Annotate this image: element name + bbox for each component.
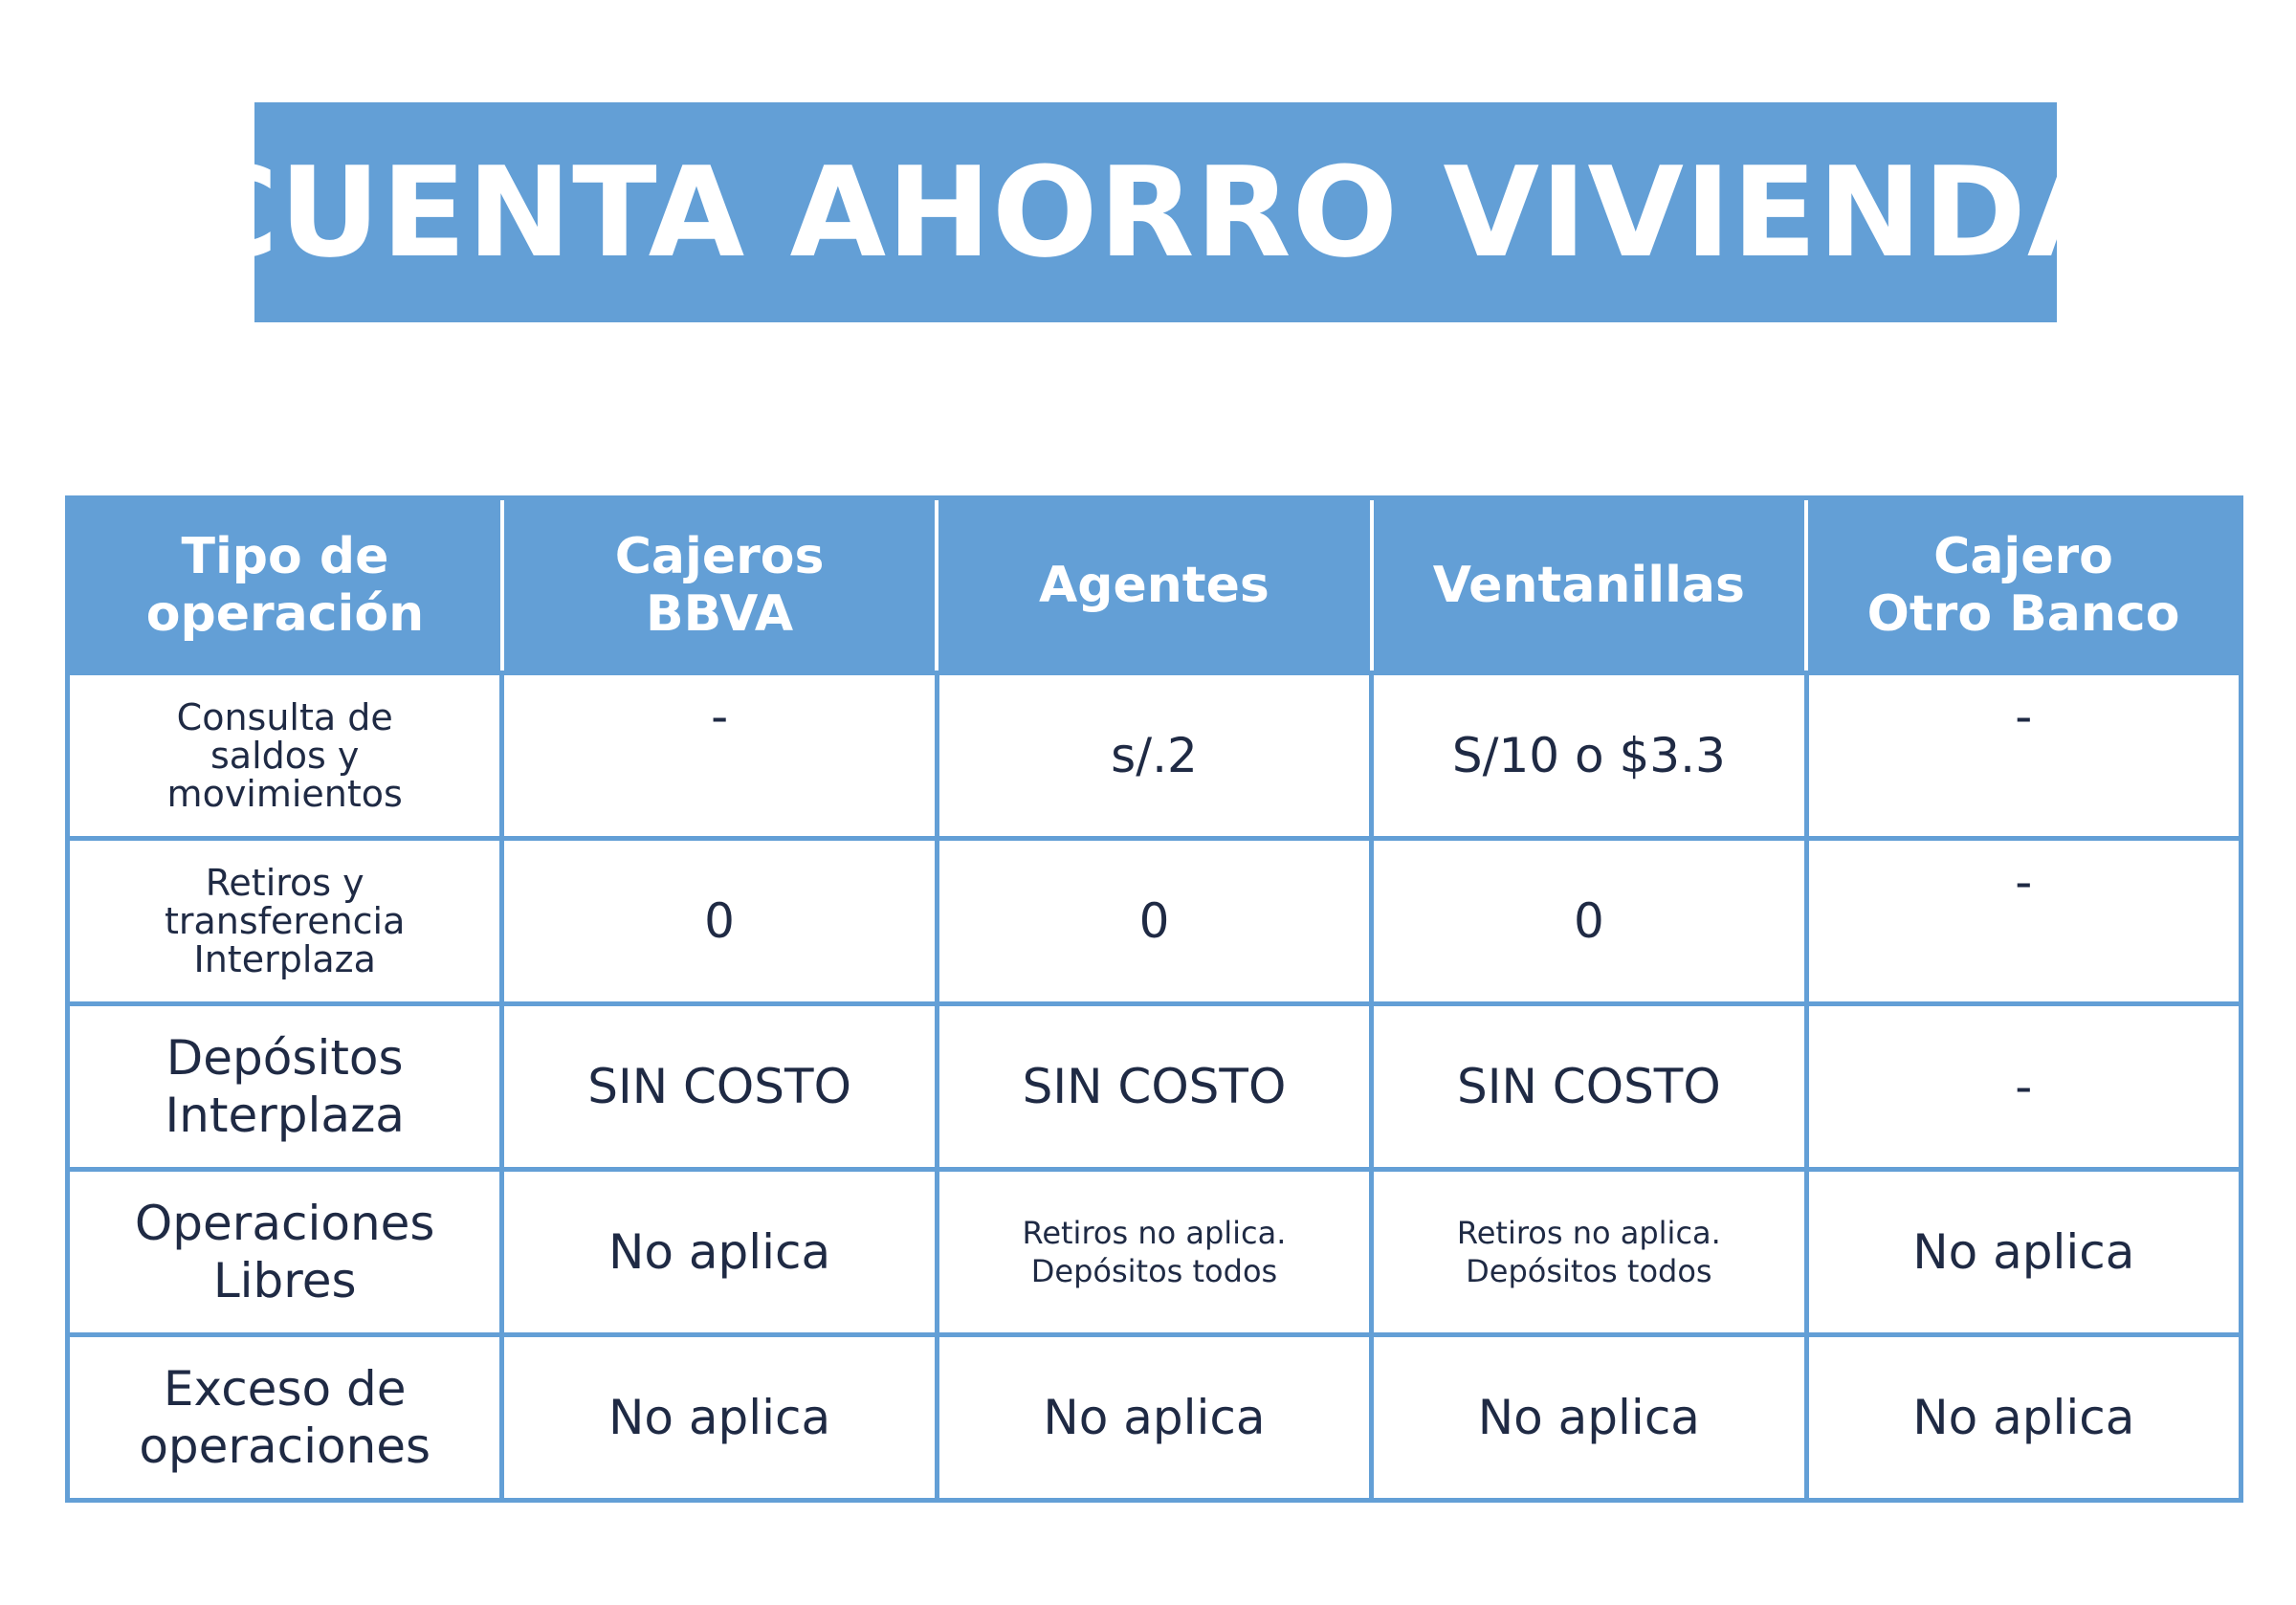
cell-value: - — [711, 689, 729, 744]
row-label-line: Retiros y — [205, 862, 364, 904]
row-label-line: Operaciones — [134, 1196, 435, 1251]
row-label-line: movimientos — [166, 773, 403, 815]
fees-table — [65, 495, 2243, 1503]
cell-value: No aplica — [1043, 1390, 1266, 1445]
header-label-line: Cajeros — [614, 528, 825, 585]
header-label-line: BBVA — [646, 585, 794, 643]
table-row — [68, 1004, 2241, 1170]
table-cell — [502, 1335, 937, 1501]
table-row — [68, 1335, 2241, 1501]
cell-value: s/.2 — [1111, 728, 1198, 783]
table-cell — [1806, 673, 2241, 839]
table-cell — [1806, 1335, 2241, 1501]
row-label-line: saldos y — [210, 735, 360, 777]
row-label-consulta — [68, 673, 502, 839]
table-row — [68, 673, 2241, 839]
cell-value: SIN COSTO — [1457, 1059, 1721, 1114]
table-cell — [502, 1170, 937, 1335]
title-banner — [187, 102, 2125, 322]
cell-value: Retiros no aplica. — [1022, 1215, 1287, 1251]
header-cajeros-bbva — [502, 498, 937, 673]
table-cell — [937, 1170, 1371, 1335]
header-label-line: Agentes — [1039, 557, 1269, 614]
table-cell — [937, 673, 1371, 839]
header-ventanillas — [1372, 498, 1806, 673]
table-cell — [937, 839, 1371, 1004]
header-label-line: Cajero — [1933, 528, 2113, 585]
cell-value: SIN COSTO — [1022, 1059, 1287, 1114]
cell-value: Depósitos todos — [1466, 1253, 1712, 1289]
row-label-line: Depósitos — [166, 1030, 404, 1086]
row-label-line: Exceso de — [163, 1361, 407, 1417]
cell-value: 0 — [1138, 893, 1170, 949]
cell-value: No aplica — [1912, 1224, 2135, 1280]
table-cell — [502, 839, 937, 1004]
table-cell — [1372, 1335, 1806, 1501]
header-agentes — [937, 498, 1371, 673]
table-row — [68, 1170, 2241, 1335]
table-cell — [1372, 839, 1806, 1004]
cell-value: S/10 o $3.3 — [1451, 728, 1726, 783]
cell-value: No aplica — [607, 1390, 831, 1445]
table-cell — [1372, 1004, 1806, 1170]
table-cell — [1806, 1170, 2241, 1335]
header-label-line: operación — [145, 585, 425, 643]
header-label-line: Ventanillas — [1432, 557, 1745, 614]
row-label-operaciones-libres — [68, 1170, 502, 1335]
cell-value: - — [2015, 1059, 2033, 1114]
row-label-retiros — [68, 839, 502, 1004]
table-cell — [937, 1004, 1371, 1170]
header-label-line: Tipo de — [181, 528, 389, 585]
header-tipo-operacion — [68, 498, 502, 673]
cell-value: - — [2015, 854, 2033, 910]
row-label-line: Interplaza — [165, 1088, 405, 1143]
table-cell — [1372, 1170, 1806, 1335]
cell-value: - — [2015, 689, 2033, 744]
table-cell — [1372, 673, 1806, 839]
table-cell — [502, 1004, 937, 1170]
row-label-line: transferencia — [164, 900, 406, 942]
table-cell — [1806, 839, 2241, 1004]
cell-value: No aplica — [1912, 1390, 2135, 1445]
table-cell — [1806, 1004, 2241, 1170]
row-label-exceso — [68, 1335, 502, 1501]
cell-value: Depósitos todos — [1030, 1253, 1278, 1289]
row-label-depositos — [68, 1004, 502, 1170]
table-header-row — [68, 498, 2241, 673]
header-label-line: Otro Banco — [1866, 585, 2180, 643]
table-row — [68, 839, 2241, 1004]
cell-value: 0 — [704, 893, 735, 949]
cell-value: No aplica — [1477, 1390, 1700, 1445]
table-cell — [502, 673, 937, 839]
cell-value: No aplica — [607, 1224, 831, 1280]
row-label-line: Interplaza — [193, 938, 376, 980]
table-cell — [937, 1335, 1371, 1501]
cell-value: 0 — [1573, 893, 1604, 949]
header-cajero-otro-banco — [1806, 498, 2241, 673]
row-label-line: Libres — [212, 1253, 357, 1308]
cell-value: Retiros no aplica. — [1456, 1215, 1721, 1251]
page-title: CUENTA AHORRO VIVIENDA — [187, 140, 2125, 285]
row-label-line: Consulta de — [176, 696, 393, 738]
row-label-line: operaciones — [139, 1418, 431, 1474]
cell-value: SIN COSTO — [587, 1059, 851, 1114]
